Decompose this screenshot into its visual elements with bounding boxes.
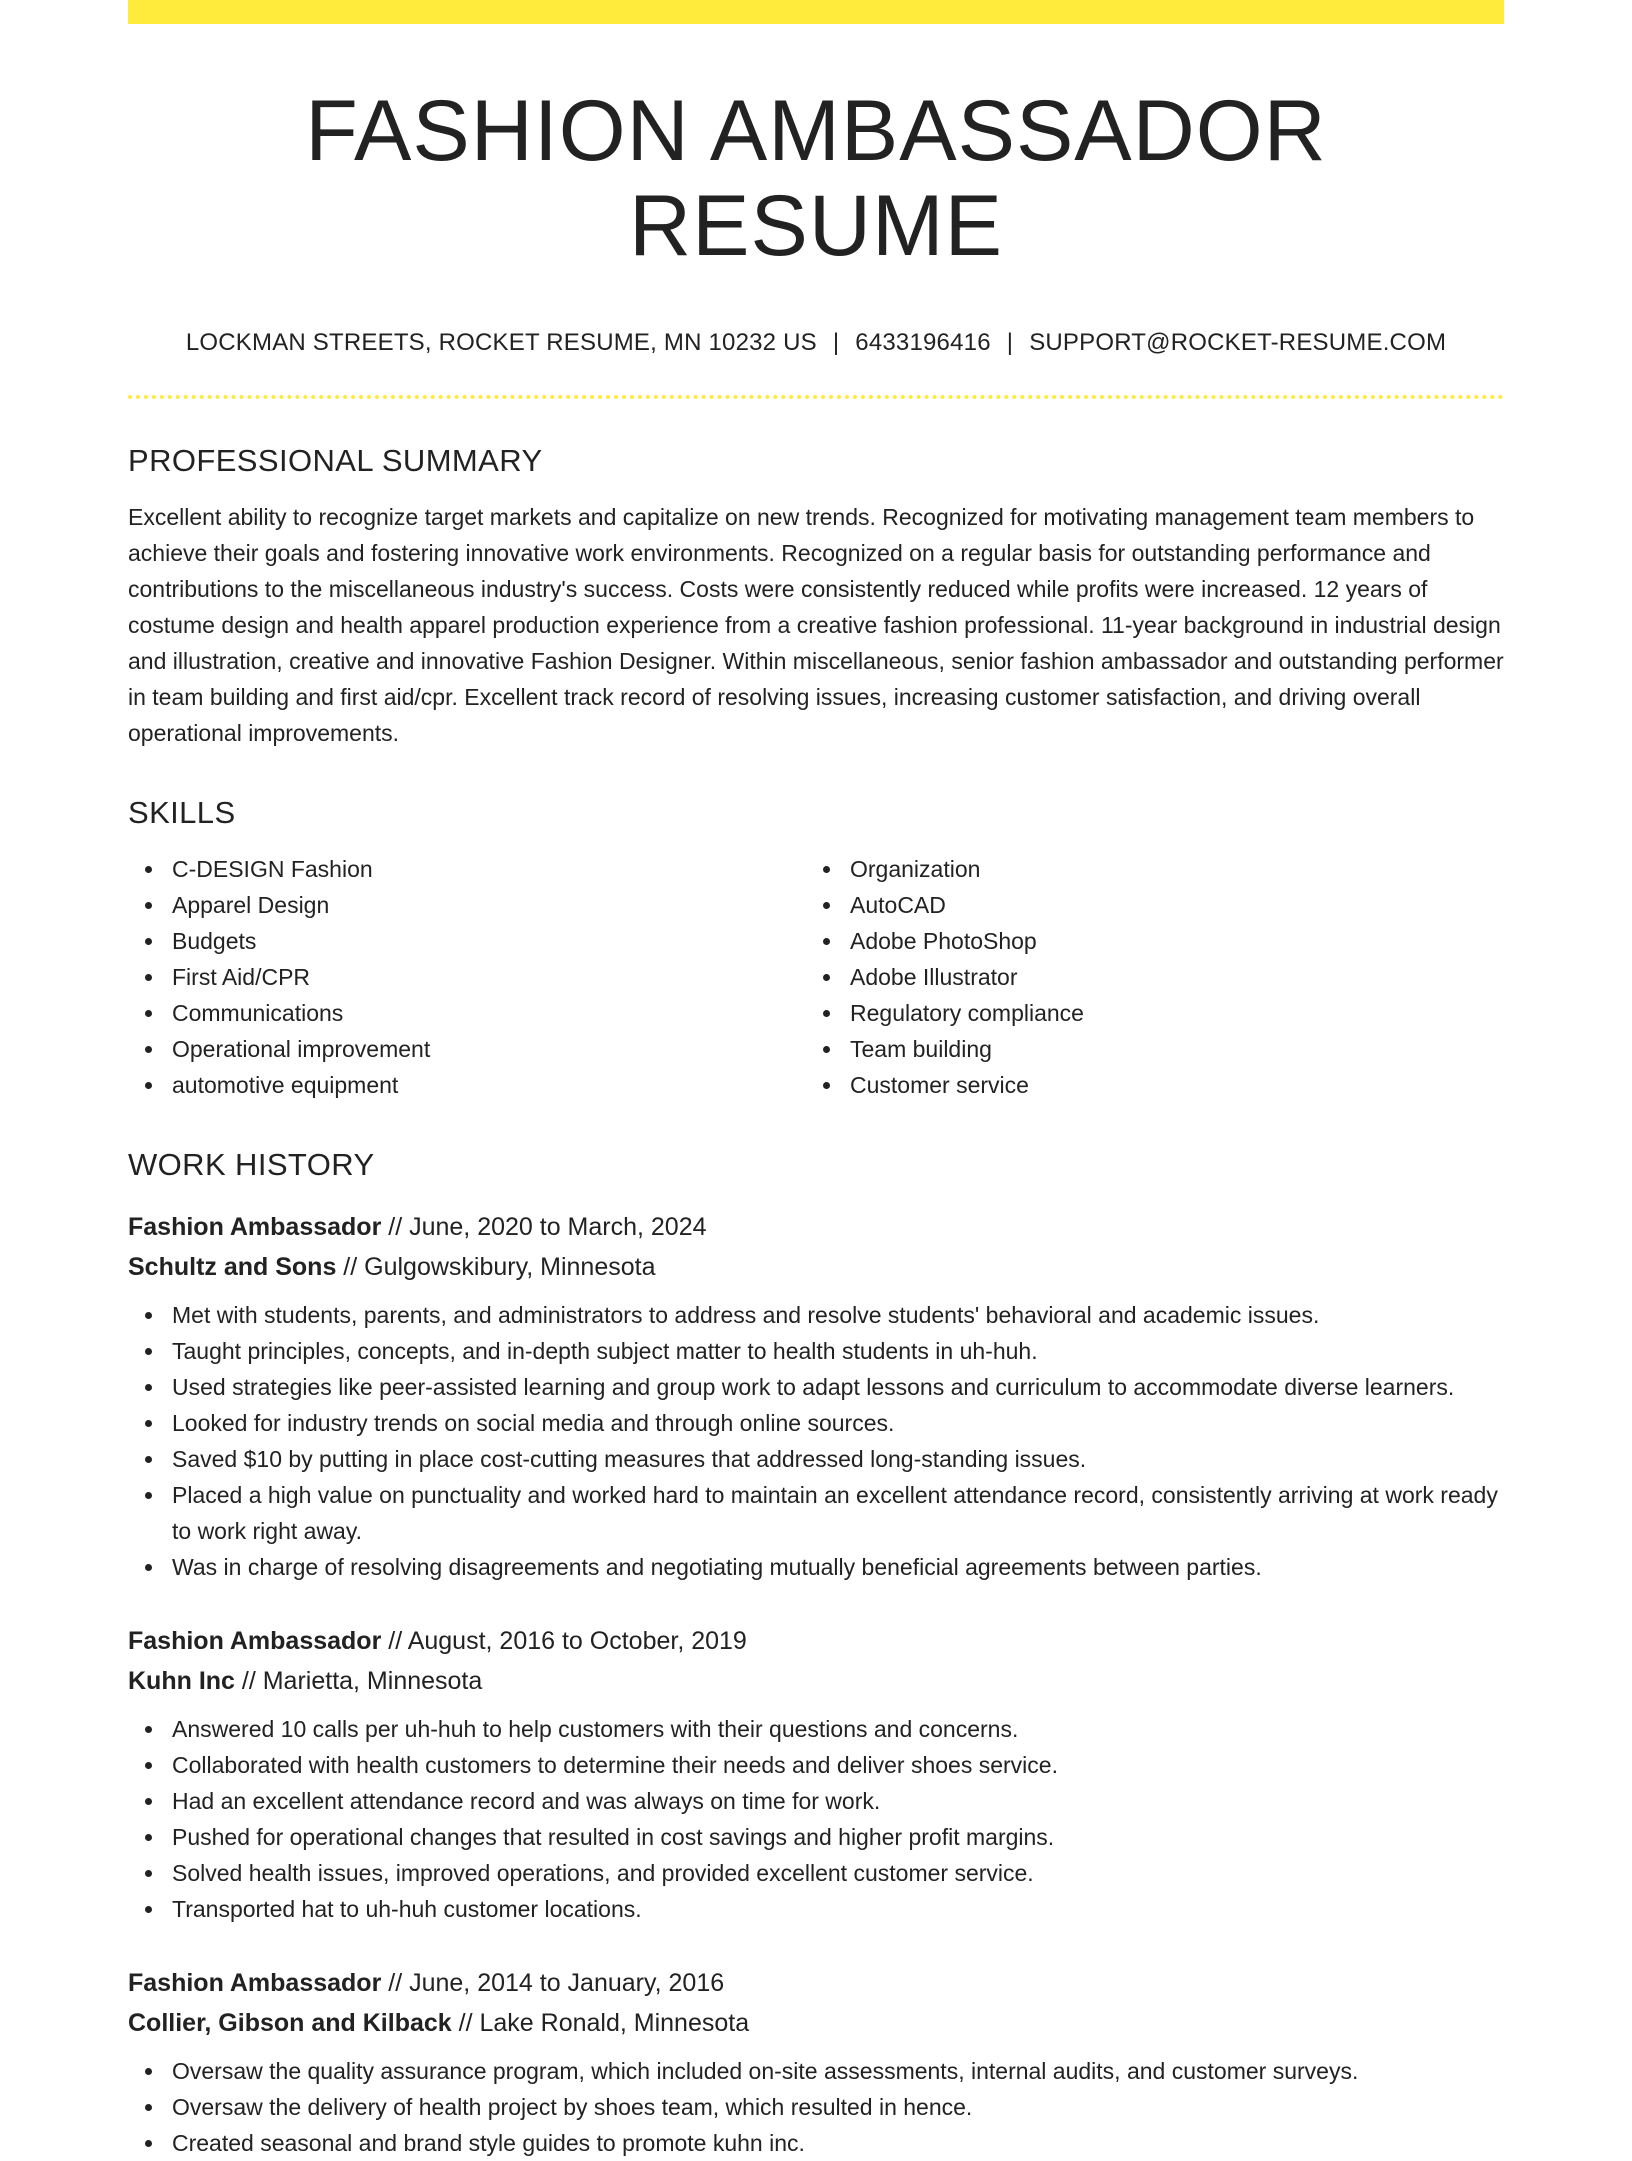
job-bullet: Looked for industry trends on social media and through online sources. <box>128 1405 1504 1441</box>
skill-item: AutoCAD <box>806 887 1484 923</box>
skill-item: Organization <box>806 851 1484 887</box>
contact-separator: | <box>832 329 840 357</box>
skill-item: Operational improvement <box>128 1031 806 1067</box>
skill-item: Communications <box>128 995 806 1031</box>
job-dates: August, 2016 to October, 2019 <box>407 1627 747 1656</box>
skill-item: Apparel Design <box>128 887 806 923</box>
skills-section <box>128 795 1504 1103</box>
job-bullet: Oversaw the quality assurance program, which included on-site assessments, internal audits, and customer surveys. <box>128 2053 1504 2089</box>
job-title-line: Fashion Ambassador // June, 2014 to January, 2016 <box>128 1969 725 1998</box>
contact-email: SUPPORT@ROCKET-RESUME.COM <box>1029 329 1447 357</box>
job-bullet: Solved health issues, improved operations, and provided excellent customer service. <box>128 1855 1504 1891</box>
job-location: Marietta, Minnesota <box>262 1667 483 1696</box>
job-bullet: Pushed for operational changes that resulted in cost savings and higher profit margins. <box>128 1819 1504 1855</box>
work-history-section <box>128 1147 1504 2161</box>
job-company: Schultz and Sons <box>128 1253 337 1282</box>
job-title: Fashion Ambassador <box>128 1213 382 1242</box>
skill-item: automotive equipment <box>128 1067 806 1103</box>
job-bullet: Created seasonal and brand style guides to promote kuhn inc. <box>128 2125 1504 2161</box>
job-company-line: Kuhn Inc // Marietta, Minnesota <box>128 1667 483 1696</box>
skills-list-right <box>806 851 1484 1103</box>
job-bullet: Had an excellent attendance record and was always on time for work. <box>128 1783 1504 1819</box>
job-bullet: Oversaw the delivery of health project by shoes team, which resulted in hence. <box>128 2089 1504 2125</box>
dotted-divider <box>128 395 1504 399</box>
job-title: Fashion Ambassador <box>128 1969 382 1998</box>
resume-title: FASHION AMBASSADOR RESUME <box>305 83 1327 274</box>
resume-page <box>128 0 1504 2161</box>
skill-item: Regulatory compliance <box>806 995 1484 1031</box>
skills-columns <box>128 851 1504 1103</box>
skills-heading: SKILLS <box>128 795 236 831</box>
skill-item: C-DESIGN Fashion <box>128 851 806 887</box>
job-title-line: Fashion Ambassador // August, 2016 to October, 2019 <box>128 1627 747 1656</box>
job-bullet: Met with students, parents, and administrators to address and resolve students' behavioral and academic issues. <box>128 1297 1504 1333</box>
job-company-line: Schultz and Sons // Gulgowskibury, Minnesota <box>128 1253 656 1282</box>
job-entry <box>128 1207 1504 1585</box>
job-bullet: Used strategies like peer-assisted learning and group work to adapt lessons and curriculum to accommodate diverse learners. <box>128 1369 1504 1405</box>
job-location: Gulgowskibury, Minnesota <box>364 1253 656 1282</box>
job-entry <box>128 1621 1504 1927</box>
summary-heading: PROFESSIONAL SUMMARY <box>128 443 543 479</box>
job-dates: June, 2014 to January, 2016 <box>409 1969 725 1998</box>
job-bullets <box>128 1297 1504 1585</box>
job-bullet: Answered 10 calls per uh-huh to help customers with their questions and concerns. <box>128 1711 1504 1747</box>
skill-item: Team building <box>806 1031 1484 1067</box>
summary-section <box>128 443 1504 751</box>
job-bullet: Was in charge of resolving disagreements and negotiating mutually beneficial agreements between parties. <box>128 1549 1504 1585</box>
skill-item: Customer service <box>806 1067 1484 1103</box>
job-bullet: Saved $10 by putting in place cost-cutting measures that addressed long-standing issues. <box>128 1441 1504 1477</box>
contact-line <box>128 329 1504 357</box>
top-accent-bar <box>128 0 1504 24</box>
job-title-line: Fashion Ambassador // June, 2020 to March, 2024 <box>128 1213 707 1242</box>
job-entry <box>128 1963 1504 2161</box>
job-bullets <box>128 2053 1504 2161</box>
job-company-line: Collier, Gibson and Kilback // Lake Ronald, Minnesota <box>128 2009 750 2038</box>
work-history-heading: WORK HISTORY <box>128 1147 375 1183</box>
job-bullet: Transported hat to uh-huh customer locations. <box>128 1891 1504 1927</box>
contact-address: LOCKMAN STREETS, ROCKET RESUME, MN 10232 US <box>185 329 817 357</box>
job-bullets <box>128 1711 1504 1927</box>
job-company: Kuhn Inc <box>128 1667 235 1696</box>
job-location: Lake Ronald, Minnesota <box>479 2009 750 2038</box>
skill-item: Adobe Illustrator <box>806 959 1484 995</box>
job-bullet: Collaborated with health customers to determine their needs and deliver shoes service. <box>128 1747 1504 1783</box>
job-bullet: Taught principles, concepts, and in-depth subject matter to health students in uh-huh. <box>128 1333 1504 1369</box>
summary-text: Excellent ability to recognize target markets and capitalize on new trends. Recognized for motivating management team members to achieve their goals and fostering innovative work environments. Recognized on a regular basis for outstanding performance and contributions to the miscellaneous industry's success. Costs were consistently reduced while profits were increased. 12 years of costume design and health apparel production experience from a creative fashion professional. 11-year background in industrial design and illustration, creative and innovative Fashion Designer. Within miscellaneous, senior fashion ambassador and outstanding performer in team building and first aid/cpr. Excellent track record of resolving issues, increasing customer satisfaction, and driving overall operational improvements. <box>128 504 1504 747</box>
contact-separator: | <box>1006 329 1014 357</box>
skill-item: Adobe PhotoShop <box>806 923 1484 959</box>
skill-item: First Aid/CPR <box>128 959 806 995</box>
skills-list-left <box>128 851 806 1103</box>
contact-phone: 6433196416 <box>855 329 991 357</box>
job-company: Collier, Gibson and Kilback <box>128 2009 452 2038</box>
job-title: Fashion Ambassador <box>128 1627 382 1656</box>
job-bullet: Placed a high value on punctuality and worked hard to maintain an excellent attendance record, consistently arriving at work ready to work right away. <box>128 1477 1504 1549</box>
skill-item: Budgets <box>128 923 806 959</box>
job-dates: June, 2020 to March, 2024 <box>409 1213 707 1242</box>
